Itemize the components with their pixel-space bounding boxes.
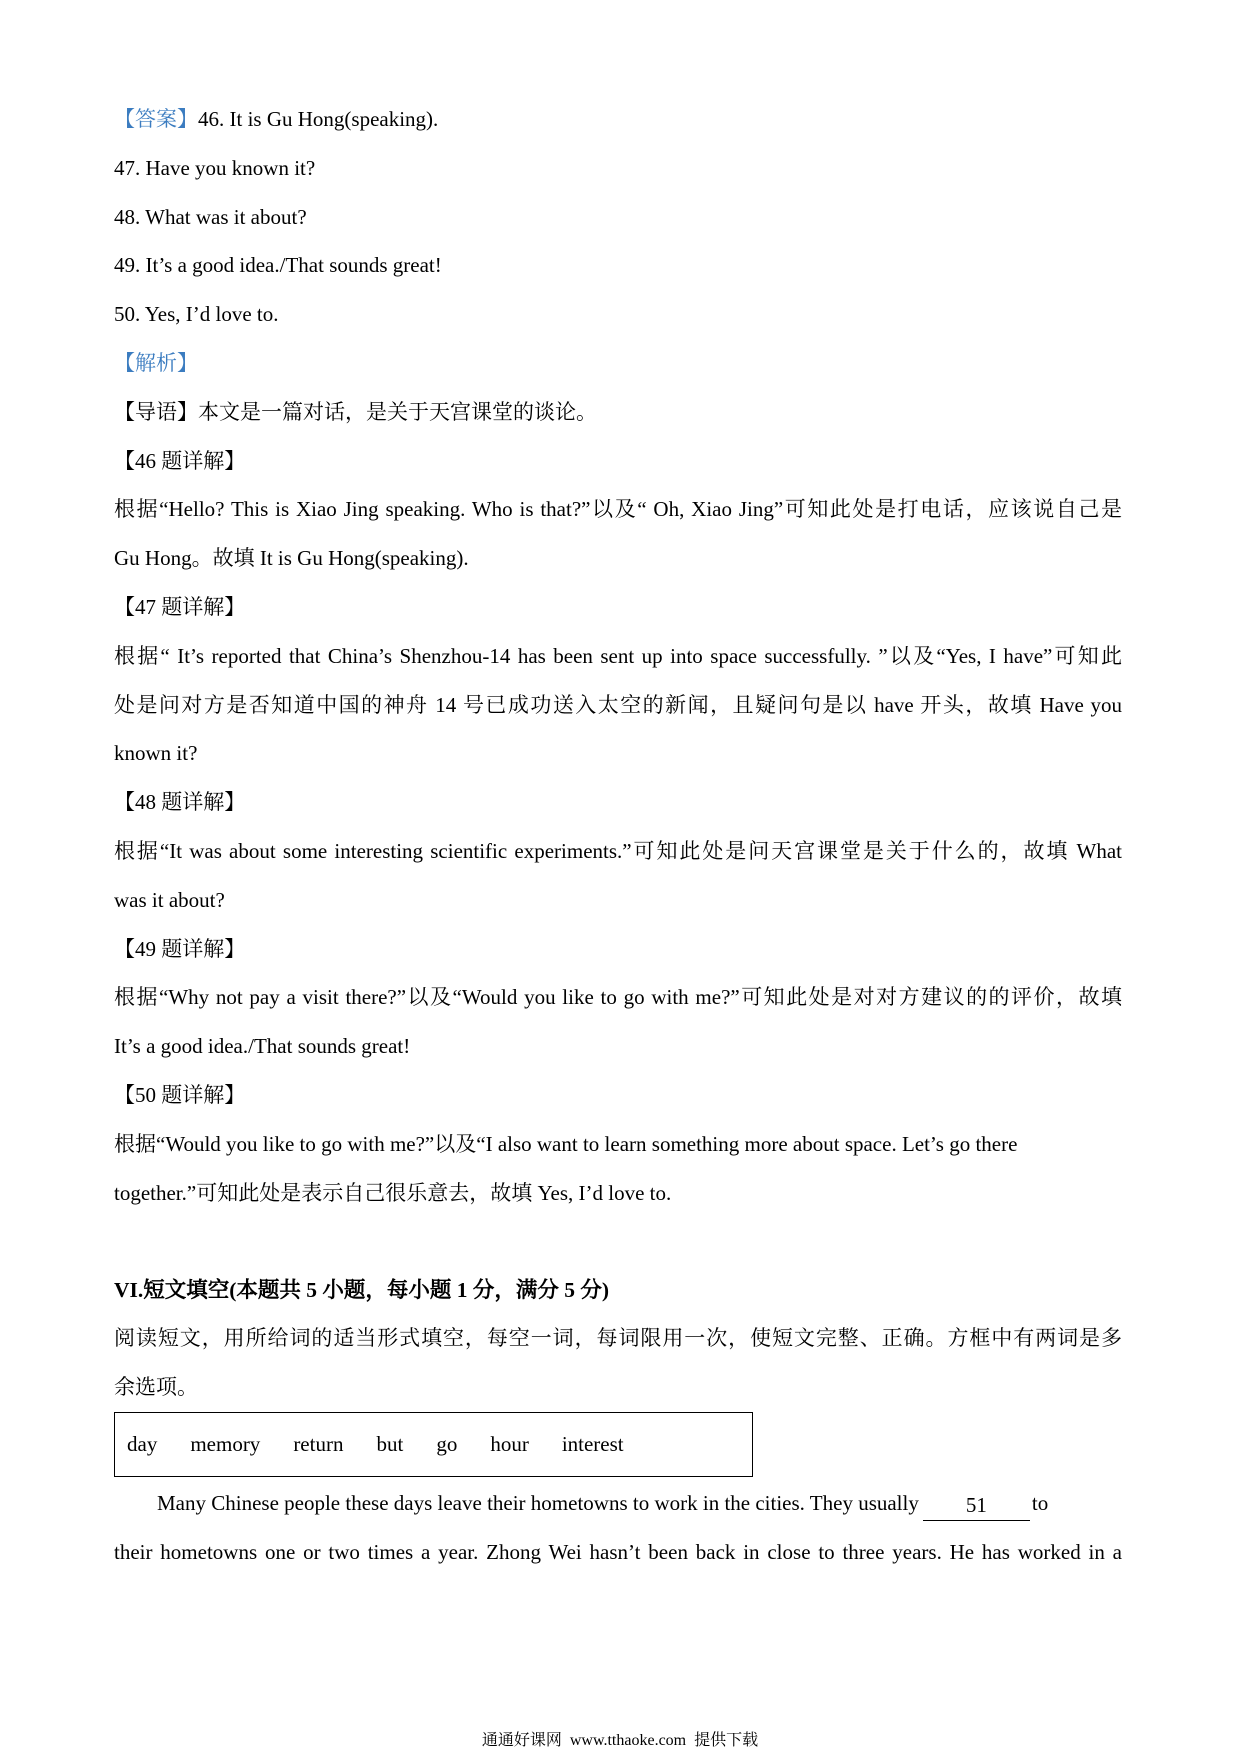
passage-line [114,1479,1122,1528]
word-option: hour [490,1431,529,1456]
detail-text-line: 根据“Why not pay a visit there?”以及“Would you like to go with me?”可知此处是对对方建议的的评价，故填 [114,985,1122,1010]
detail-heading: 【46 题详解】 [114,448,246,473]
detail-heading: 【50 题详解】 [114,1082,246,1107]
passage-text: to [1031,1490,1049,1515]
detail-heading: 【49 题详解】 [114,936,246,961]
answer-line [114,95,1122,144]
answer-item: 46. It is Gu Hong(speaking). [198,107,439,131]
word-option: memory [190,1431,261,1456]
word-box [114,1412,753,1477]
instruction-line: 阅读短文，用所给词的适当形式填空，每空一词，每词限用一次，使短文完整、正确。方框中有两词是多 [114,1326,1122,1351]
answer-item: 49. It’s a good idea./That sounds great! [114,253,442,278]
detail-text-line: 处是问对方是否知道中国的神舟 14 号已成功送入太空的新闻，且疑问句是以 have 开头，故填 Have you [114,692,1122,717]
section-heading: VI.短文填空(本题共 5 小题，每小题 1 分，满分 5 分) [114,1277,610,1302]
word-option: but [376,1431,404,1456]
detail-text-line: 根据“Hello? This is Xiao Jing speaking. Who is that?”以及“ Oh, Xiao Jing”可知此处是打电话，应该说自己是 [114,497,1122,522]
passage-line: their hometowns one or two times a year. Zhong Wei hasn’t been back in close to three years. He has worked in a [114,1539,1122,1564]
blank-51: 51 [923,1490,1030,1521]
word-option: interest [561,1431,624,1456]
detail-text-line: known it? [114,741,198,766]
answer-label: 【答案】 [114,107,198,131]
detail-text-line: 根据“Would you like to go with me?”以及“I also want to learn something more about space. Let’s go there [114,1131,1018,1156]
word-option: day [127,1431,158,1456]
detail-text-line: together.”可知此处是表示自己很乐意去，故填 Yes, I’d love to. [114,1180,672,1205]
word-option: return [293,1431,344,1456]
detail-heading: 【47 题详解】 [114,594,246,619]
word-option: go [436,1431,458,1456]
detail-text-line: 根据“It was about some interesting scientific experiments.”可知此处是问天宫课堂是关于什么的，故填 What [114,838,1122,863]
document-body [114,95,1122,1577]
answer-item: 48. What was it about? [114,204,307,229]
detail-text-line: was it about? [114,887,225,912]
answer-item: 50. Yes, I’d love to. [114,302,279,327]
answer-item: 47. Have you known it? [114,155,316,180]
detail-text-line: 根据“ It’s reported that China’s Shenzhou-14 has been sent up into space successfully. ”以及“Yes, I have”可知此 [114,643,1122,668]
analysis-label: 【解析】 [114,350,198,375]
lead-in-text: 【导语】本文是一篇对话，是关于天宫课堂的谈论。 [114,399,597,424]
detail-text-line: Gu Hong。故填 It is Gu Hong(speaking). [114,546,469,571]
detail-heading: 【48 题详解】 [114,790,246,815]
detail-text-line: It’s a good idea./That sounds great! [114,1034,411,1059]
passage-text: Many Chinese people these days leave their hometowns to work in the cities. They usually [157,1490,919,1515]
footer-text: 通通好课网 www.tthaoke.com 提供下载 [481,1732,759,1749]
instruction-line: 余选项。 [114,1375,198,1400]
